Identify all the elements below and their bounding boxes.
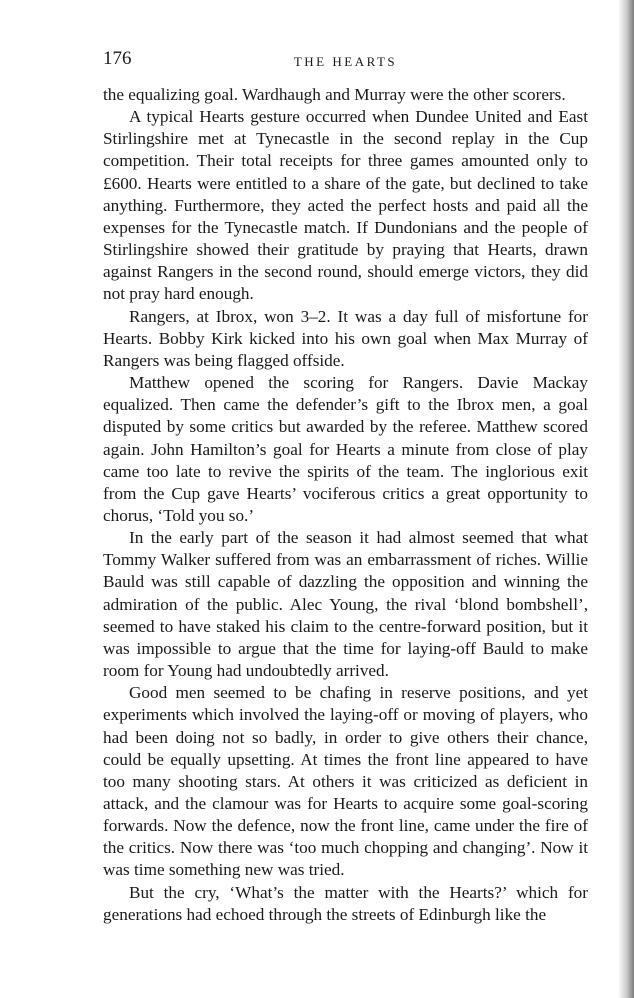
paragraph: In the early part of the season it had almost seemed that what Tommy Walker suffered from was an embarrassment of riches. Willie Bauld was still capable of dazzling the opposition and winning the admiration of the public. Alec Young, the rival ‘blond bombshell’, seemed to have staked his claim to the centre-forward position, but it was impossible to argue that the time for laying-off Bauld to make room for Young had undoubtedly arrived.	[103, 528, 588, 681]
paragraph: A typical Hearts gesture occurred when Dundee United and East Stirlingshire met at Tynecastle in the second replay in the Cup competition. Their total receipts for three games amounted only to £600. Hearts were entitled to a share of the gate, but declined to take anything. Furthermore, they acted the perfect hosts and paid all the expenses for the Tynecastle match. If Dundonians and the people of Stirlingshire showed their gratitude by praying that Hearts, drawn against Rangers in the second round, should emerge victors, they did not pray hard enough.	[103, 107, 588, 304]
paragraph: But the cry, ‘What’s the matter with the Hearts?’ which for generations had echoed through the streets of Edinburgh like the	[103, 882, 588, 924]
paragraph: Good men seemed to be chafing in reserve positions, and yet experiments which involved the laying-off or moving of players, who had been doing not so badly, in order to give others their chance, could be equally upsetting. At times the front line appeared to have too many shooting stars. At others it was criticized as deficient in attack, and the clamour was for Hearts to acquire some goal-scoring forwards. Now the defence, now the front line, came under the fire of the critics. Now there was ‘too much chopping and changing’. Now it was time something new was tried.	[103, 683, 588, 880]
paragraph: Rangers, at Ibrox, won 3–2. It was a day full of misfortune for Hearts. Bobby Kirk kicked into his own goal when Max Murray of Rangers was being flagged offside.	[103, 306, 588, 370]
running-title: THE HEARTS	[293, 54, 398, 69]
body-text	[103, 84, 588, 926]
paragraph: Matthew opened the scoring for Rangers. Davie Mackay equalized. Then came the defender’s gift to the Ibrox men, a goal disputed by some critics but awarded by the referee. Matthew scored again. John Hamilton’s goal for Hearts a minute from close of play came too late to revive the spirits of the team. The inglorious exit from the Cup gave Hearts’ vociferous critics a great opportunity to chorus, ‘Told you so.’	[103, 373, 588, 525]
page-number: 176	[103, 48, 132, 69]
page-header	[103, 48, 588, 72]
page-edge-shadow	[618, 0, 634, 998]
paragraph: the equalizing goal. Wardhaugh and Murray were the other scorers.	[103, 85, 566, 104]
